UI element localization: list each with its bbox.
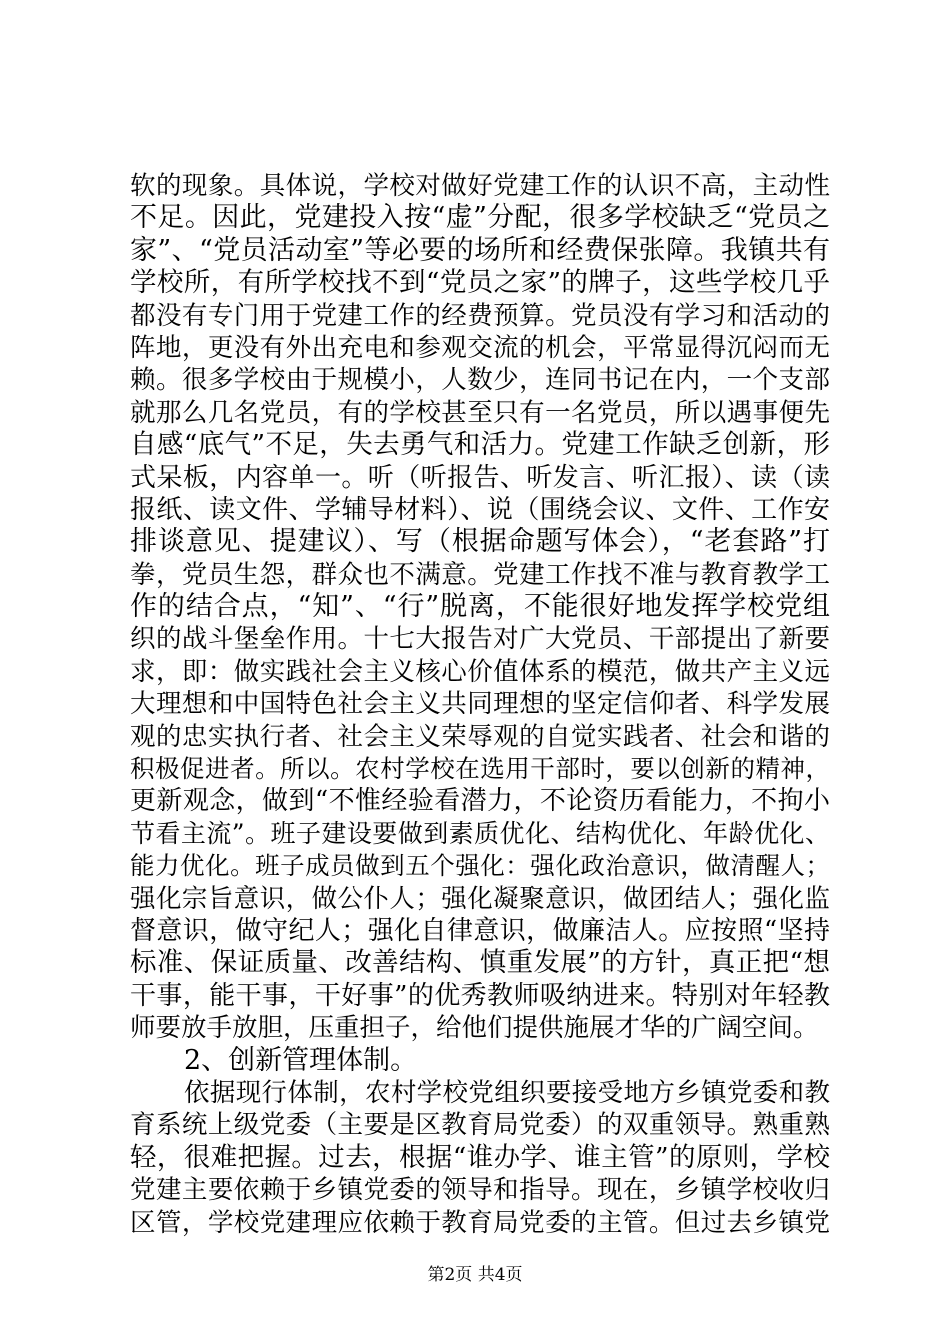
text-line: 育系统上级党委（主要是区教育局党委）的双重领导。熟重熟 [130,1110,830,1141]
page-footer [0,1264,950,1286]
text-line: 式呆板，内容单一。听（听报告、听发言、听汇报）、读（读 [130,462,830,493]
text-line: 自感“底气”不足，失去勇气和活力。党建工作缺乏创新，形 [130,429,830,461]
text-line: 学校所，有所学校找不到“党员之家”的牌子，这些学校几乎 [130,267,830,299]
text-line: 求，即：做实践社会主义核心价值体系的模范，做共产主义远 [130,656,830,687]
text-line: 就那么几名党员，有的学校甚至只有一名党员，所以遇事便先 [130,397,830,428]
text-line: 软的现象。具体说，学校对做好党建工作的认识不高，主动性 [130,171,830,201]
text-line: 督意识，做守纪人；强化自律意识，做廉洁人。应按照“坚持 [130,915,830,946]
text-line: 报纸、读文件、学辅导材料）、说（围绕会议、文件、工作安 [130,494,830,525]
text-line: 节看主流”。班子建设要做到素质优化、结构优化、年龄优化、 [130,818,830,848]
text-line: 作的结合点，“知”、“行”脱离，不能很好地发挥学校党组 [130,591,830,623]
text-line: 阵地，更没有外出充电和参观交流的机会，平常显得沉闷而无 [130,332,830,363]
text-line: 赖。很多学校由于规模小，人数少，连同书记在内，一个支部 [130,365,830,396]
text-line: 能力优化。班子成员做到五个强化：强化政治意识，做清醒人； [130,851,830,881]
text-line: 观的忠实执行者、社会主义荣辱观的自觉实践者、社会和谐的 [130,721,830,752]
body-text [130,170,830,1239]
text-line: 都没有专门用于党建工作的经费预算。党员没有学习和活动的 [130,300,830,331]
text-line: 标准、保证质量、改善结构、慎重发展”的方针，真正把“想 [130,947,830,979]
text-line: 不足。因此，党建投入按“虚”分配，很多学校缺乏“党员之 [130,202,830,234]
text-line: 家”、“党员活动室”等必要的场所和经费保张障。我镇共有 [130,234,830,266]
page-number-label: 第2页 共4页 [427,1265,523,1285]
section-heading: 2、创新管理体制。 [184,1044,418,1076]
text-line: 师要放手放胆，压重担子，给他们提供施展才华的广阔空间。 [130,1013,819,1044]
text-line: 依据现行体制，农村学校党组织要接受地方乡镇党委和教 [184,1077,830,1108]
text-line: 党建主要依赖于乡镇党委的领导和指导。现在，乡镇学校收归 [130,1175,830,1206]
text-line: 积极促进者。所以。农村学校在选用干部时，要以创新的精神， [130,754,830,784]
text-line: 排谈意见、提建议）、写（根据命题写体会），“老套路”打 [130,526,830,558]
text-line: 轻，很难把握。过去，根据“谁办学、谁主管”的原则，学校 [130,1141,830,1173]
text-line: 区管，学校党建理应依赖于教育局党委的主管。但过去乡镇党 [130,1207,830,1238]
text-line: 更新观念，做到“不惟经验看潜力，不论资历看能力，不拘小 [130,786,830,817]
text-line: 织的战斗堡垒作用。十七大报告对广大党员、干部提出了新要 [130,624,830,655]
text-line: 大理想和中国特色社会主义共同理想的坚定信仰者、科学发展 [130,689,830,720]
text-line: 强化宗旨意识，做公仆人；强化凝聚意识，做团结人；强化监 [130,883,830,914]
text-line: 拳，党员生怨，群众也不满意。党建工作找不准与教育教学工 [130,559,830,590]
text-line: 干事，能干事，干好事”的优秀教师吸纳进来。特别对年轻教 [130,980,830,1011]
